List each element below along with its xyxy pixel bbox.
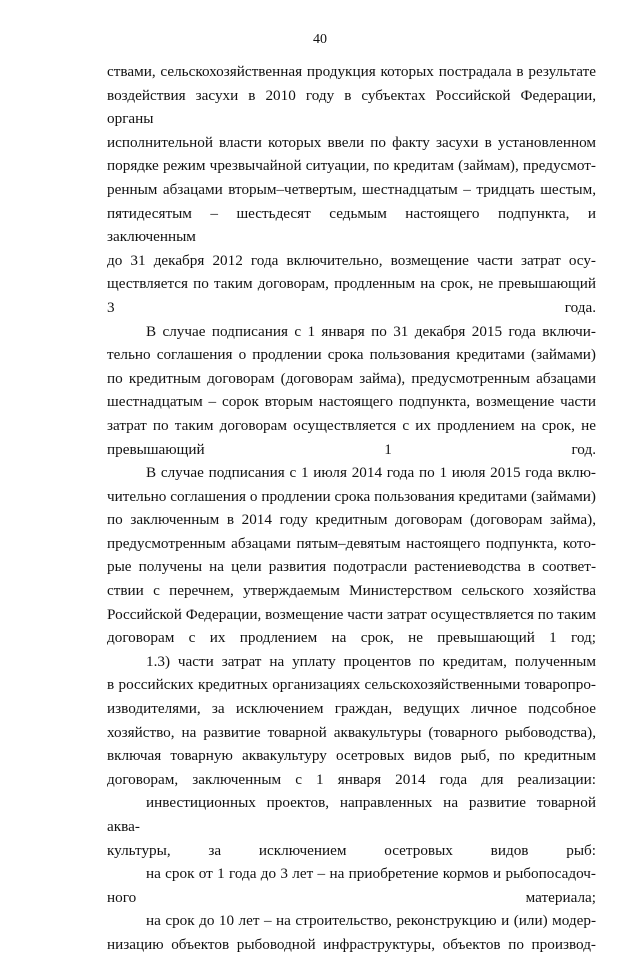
text-line: культуры, за исключением осетровых видов рыб:	[107, 841, 596, 859]
text-line: в российских кредитных организациях сельскохозяйственными товаропро-	[107, 676, 596, 694]
paragraph-3	[107, 461, 596, 650]
text-line: договорам, заключенным с 1 января 2014 года для реализации:	[107, 770, 596, 788]
paragraph-4	[107, 650, 596, 792]
paragraph-6	[107, 862, 596, 909]
text-line: на срок от 1 года до 3 лет – на приобретение кормов и рыбопосадоч-	[146, 865, 596, 883]
text-line: ществляется по таким договорам, продленным на срок, не превышающий	[107, 275, 596, 293]
text-line: предусмотренным абзацами пятым–девятым настоящего подпункта, кото-	[107, 534, 596, 552]
text-line: на срок до 10 лет – на строительство, реконструкцию и (или) модер-	[146, 912, 596, 930]
text-line: исполнительной власти которых ввели по факту засухи в установленном	[107, 133, 596, 151]
text-line: хозяйство, на развитие товарной аквакультуры (товарного рыбоводства),	[107, 723, 596, 741]
text-line: ствии с перечнем, утверждаемым Министерством сельского хозяйства	[107, 582, 596, 600]
text-line: низацию объектов рыбоводной инфраструктуры, объектов по производ-	[107, 935, 596, 953]
text-line: по заключенным в 2014 году кредитным договорам (договорам займа),	[107, 511, 596, 529]
text-line: ствами, сельскохозяйственная продукция которых пострадала в результате	[107, 63, 596, 80]
paragraph-2	[107, 320, 596, 462]
page-number: 40	[313, 32, 327, 47]
text-line: чительно соглашения о продлении срока пользования кредитами (займами)	[107, 487, 596, 505]
text-line: пятидесятым – шестьдесят седьмым настоящего подпункта, и заключенным	[107, 204, 596, 246]
paragraph-5	[107, 791, 596, 862]
text-line: затрат по таким договорам осуществляется с их продлением на срок, не	[107, 416, 596, 434]
text-line: шестнадцатым – сорок вторым настоящего подпункта, возмещение части	[107, 393, 596, 411]
text-line: по кредитным договорам (договорам займа), предусмотренным абзацами	[107, 369, 596, 387]
text-line: изводителями, за исключением граждан, ведущих личное подсобное	[107, 700, 596, 718]
text-line: В случае подписания с 1 января по 31 декабря 2015 года включи-	[146, 322, 596, 340]
text-line: 1.3) части затрат на уплату процентов по кредитам, полученным	[146, 652, 596, 670]
text-line: порядке режим чрезвычайной ситуации, по кредитам (займам), предусмот-	[107, 157, 596, 175]
text-line: включая товарную аквакультуру осетровых видов рыб, по кредитным	[107, 747, 596, 765]
text-line: ного материала;	[107, 888, 596, 906]
text-line: 3 года.	[107, 298, 596, 316]
text-line: договорам с их продлением на срок, не превышающий 1 год;	[107, 629, 596, 647]
text-line: превышающий 1 год.	[107, 440, 596, 458]
text-line: рые получены на цели развития подотрасли растениеводства в соответ-	[107, 558, 596, 576]
text-line: Российской Федерации, возмещение части затрат осуществляется по таким	[107, 605, 596, 623]
text-line: ренным абзацами вторым–четвертым, шестнадцатым – тридцать шестым,	[107, 180, 596, 198]
text-line: до 31 декабря 2012 года включительно, возмещение части затрат осу-	[107, 251, 596, 269]
text-line: воздействия засухи в 2010 году в субъектах Российской Федерации, органы	[107, 86, 596, 128]
paragraph-1	[107, 60, 596, 320]
paragraph-7	[107, 909, 596, 956]
text-line: инвестиционных проектов, направленных на развитие товарной аква-	[107, 794, 596, 835]
document-body	[107, 60, 596, 957]
text-line: тельно соглашения о продлении срока пользования кредитами (займами)	[107, 346, 596, 364]
text-line: В случае подписания с 1 июля 2014 года по 1 июля 2015 года вклю-	[146, 464, 596, 482]
